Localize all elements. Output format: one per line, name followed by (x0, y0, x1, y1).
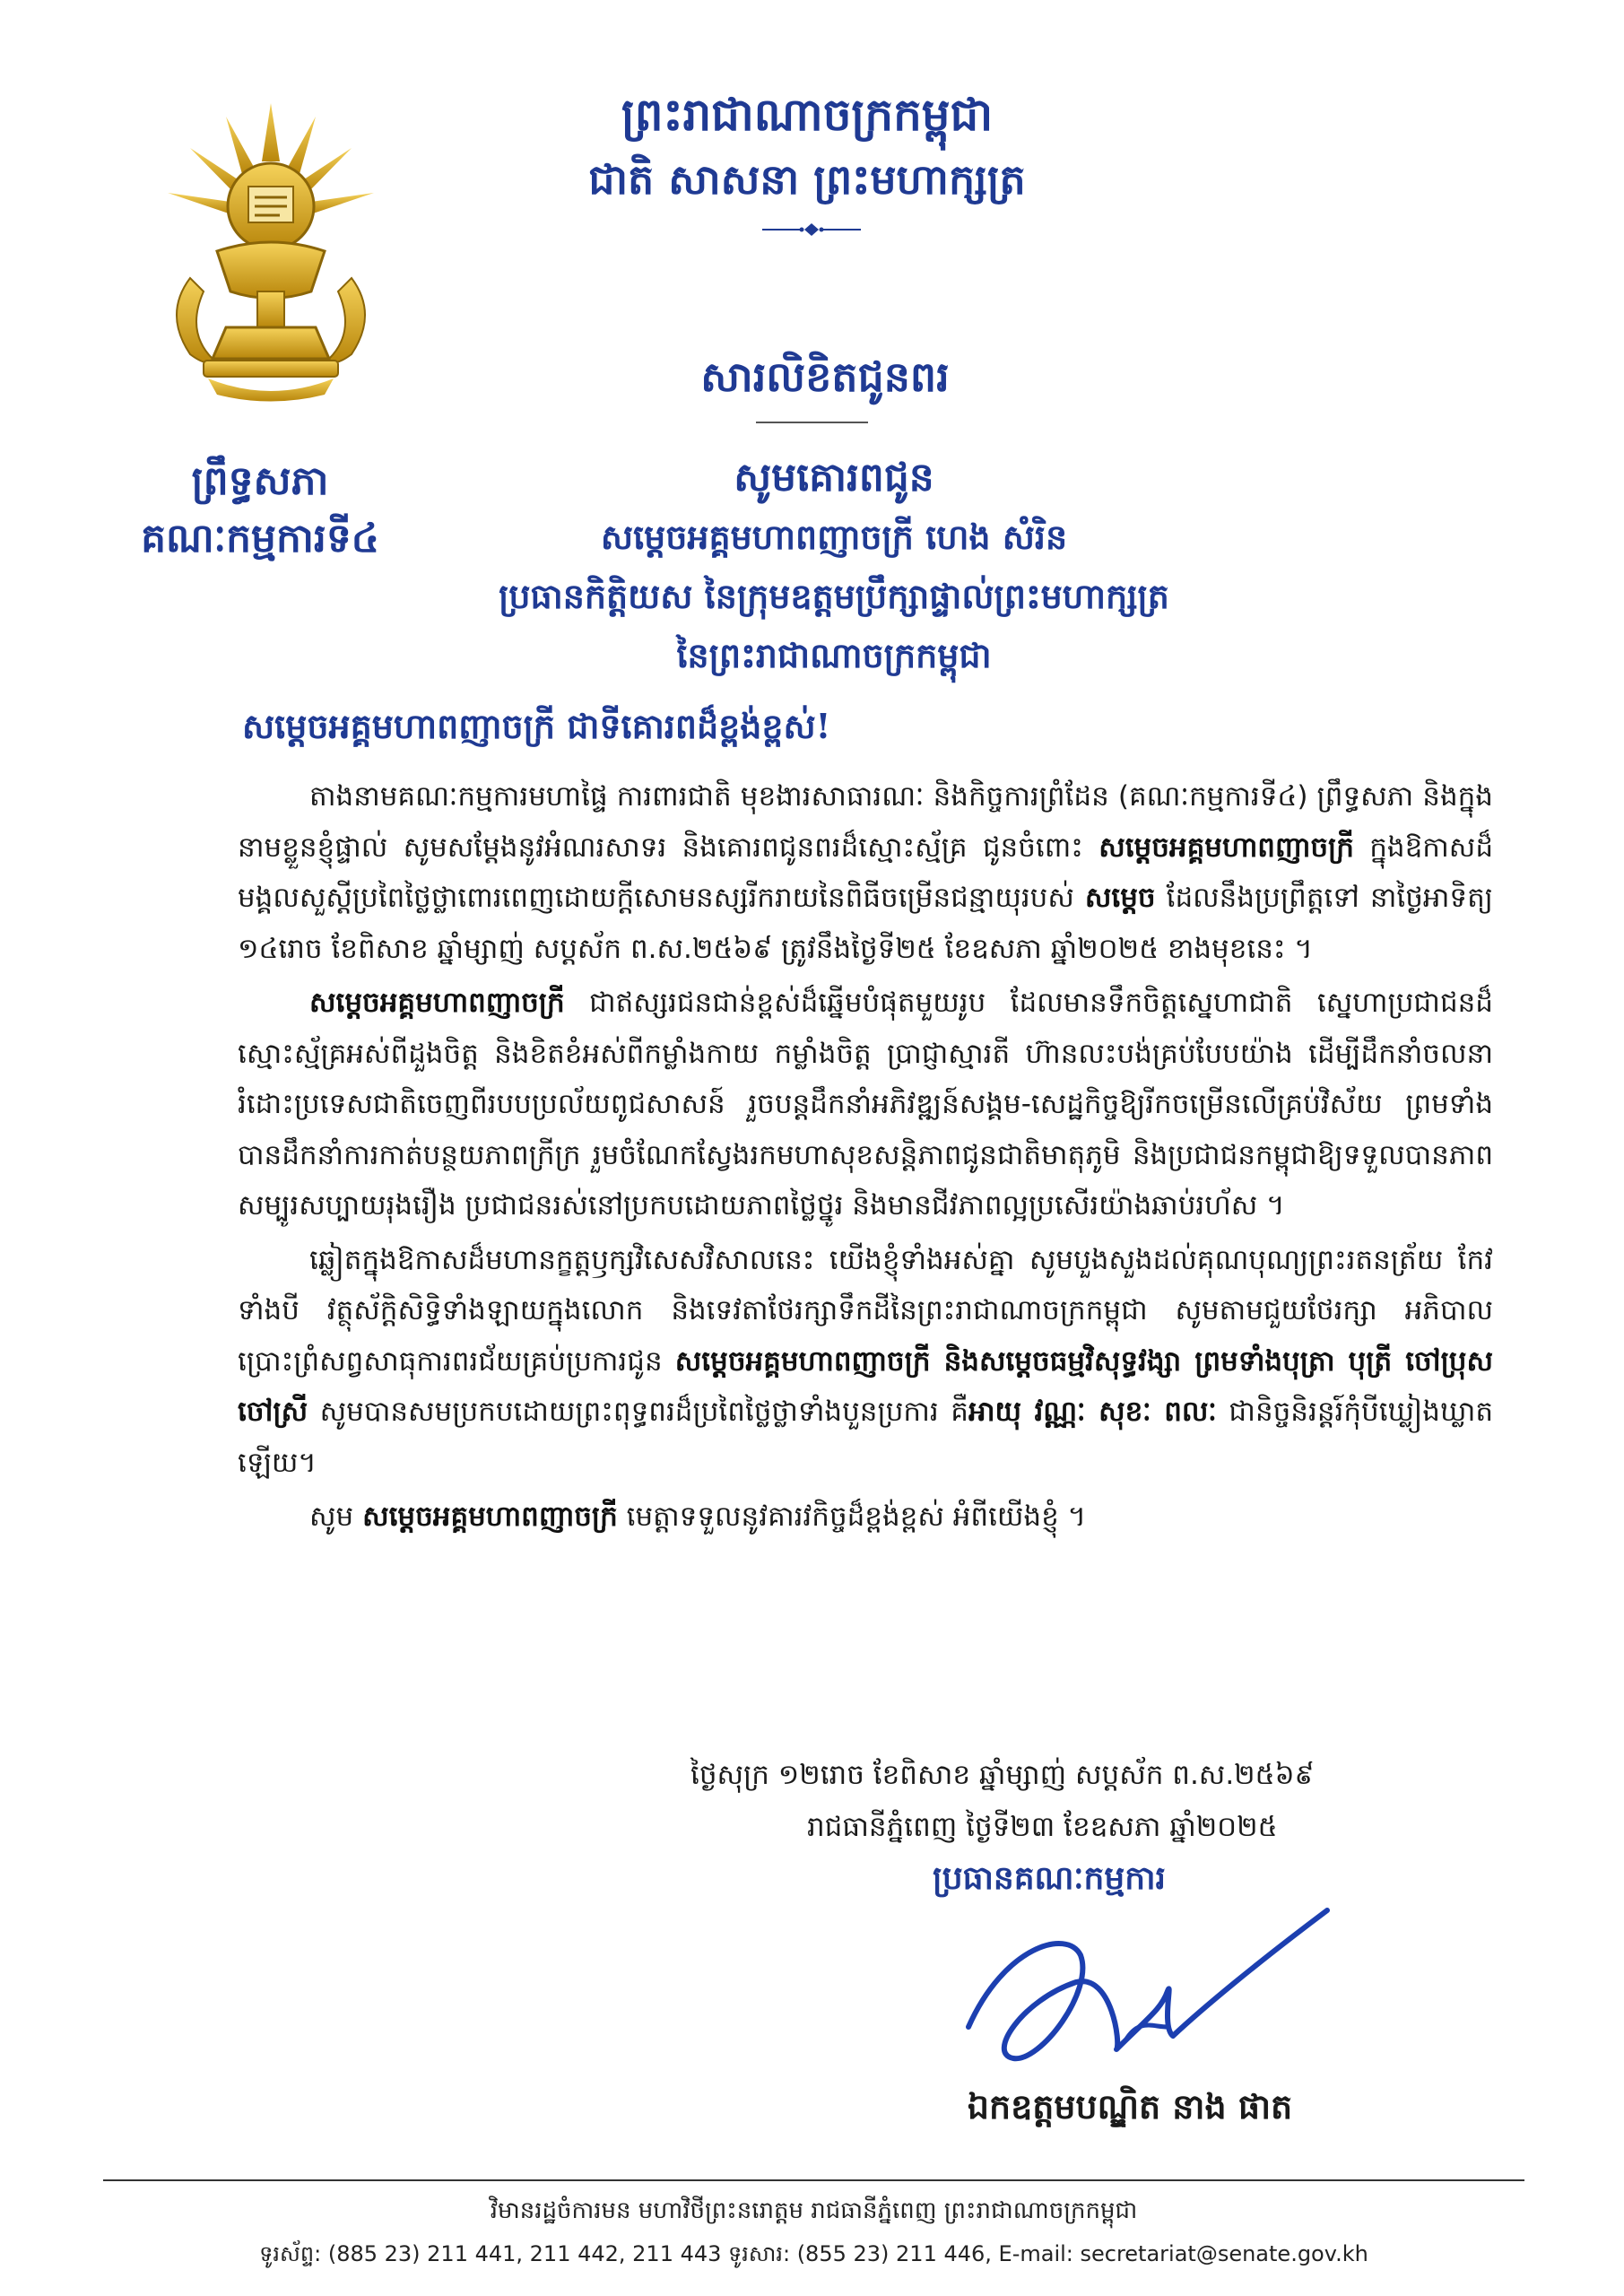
signatory-role: ប្រធានគណៈកម្មការ (933, 1859, 1166, 1897)
issuer-senate: ព្រឹទ្ធសភា (191, 458, 329, 504)
lunar-date: ថ្ងៃសុក្រ ១២រោច ខែពិសាខ ឆ្នាំម្សាញ់ សប្តស័ក ព.ស.២៥៦៩ (690, 1759, 1315, 1791)
signatory-name: ឯកឧត្តមបណ្ឌិត នាង ផាត (967, 2086, 1293, 2126)
p1-bold-b: សម្តេច (1084, 882, 1156, 914)
ornament-divider-icon (762, 222, 861, 237)
p3-text-c: ជានិច្ចនិរន្តរ៍កុំបីឃ្លៀងឃ្លាតឡើយ។ (238, 1396, 1493, 1479)
p3-bold-a: សម្តេចអគ្គមហាពញាចក្រី និងសម្តេចធម្មវិសុទ្ធវង្សា ព្រមទាំងបុត្រា បុត្រី ចៅប្រុស ចៅស្រី (238, 1344, 1493, 1428)
national-motto: ជាតិ សាសនា ព្រះមហាក្សត្រ (588, 155, 1026, 204)
paragraph-3 (238, 1235, 1493, 1489)
paragraph-1 (238, 771, 1493, 974)
issuer-commission: គណៈកម្មការទី៤ (141, 516, 379, 561)
paragraph-2 (238, 978, 1493, 1231)
paragraph-4 (238, 1492, 1493, 1543)
p1-bold-a: សម្តេចអគ្គមហាពញាចក្រី (1099, 831, 1354, 864)
recipient-kingdom: នៃព្រះរាជាណាចក្រកម្ពុជា (676, 635, 992, 675)
recipient-name: សម្តេចអគ្គមហាពញាចក្រី ហេង សំរិន (600, 517, 1068, 557)
salutation: សម្តេចអគ្គមហាពញាចក្រី ជាទីគោរពដ៏ខ្ពង់ខ្ពស់! (242, 706, 831, 746)
recipient-greeting: សូមគោរពជូន (734, 455, 934, 500)
p4-text-a: សូម (309, 1500, 363, 1533)
footer-address: វិមានរដ្ឋចំការមន មហាវិថីព្រះនរោត្តម រាជធានីភ្នំពេញ ព្រះរាជាណាចក្រកម្ពុជា (490, 2197, 1138, 2224)
p3-bold-b: អាយុ វណ្ណៈ សុខៈ ពលៈ (968, 1396, 1217, 1428)
p1-text-a: តាងនាមគណៈកម្មការមហាផ្ទៃ ការពារជាតិ មុខងារសាធារណៈ និងកិច្ចការព្រំដែន (គណៈកម្មការទី៤) ព្រឹទ្ធសភា និងក្នុងនាមខ្លួនខ្ញុំផ្ទាល់ សូមសម្តែងនូវអំណរសាទរ និងគោរពជូនពរដ៏ស្មោះស្ម័គ្រ ជូនចំពោះ (238, 780, 1493, 864)
kingdom-heading: ព្រះរាជាណាចក្រកម្ពុជា (621, 88, 994, 141)
letter-title: សារលិខិតជូនពរ (700, 352, 950, 401)
footer-contact: ទូរស័ព្ទ: (885 23) 211 441, 211 442, 211 443 ទូរសារ: (855 23) 211 446, E-mail: secretariat@senate.gov.kh (259, 2241, 1368, 2266)
p1-text-c: ដែលនឹងប្រព្រឹត្តទៅ នាថ្ងៃអាទិត្យ ១៤រោច ខែពិសាខ ឆ្នាំម្សាញ់ សប្តស័ក ព.ស.២៥៦៩ ត្រូវនឹងថ្ងៃទី២៥ ខែឧសភា ឆ្នាំ២០២៥ ខាងមុខនេះ ។ (238, 882, 1494, 965)
senate-emblem (154, 99, 387, 404)
p3-text-a: ឆ្លៀតក្នុងឱកាសដ៏មហានក្ខត្តឫក្សវិសេសវិសាលនេះ យើងខ្ញុំទាំងអស់គ្នា សូមបួងសួងដល់គុណបុណ្យព្រះរតនត្រ័យ កែវទាំងបី វត្ថុស័ក្តិសិទ្ធិទាំងឡាយក្នុងលោក និងទេវតាថែរក្សាទឹកដីនៃព្រះរាជាណាចក្រកម្ពុជា សូមតាមជួយថែរក្សា អភិបាលប្រោះព្រំសព្វសាធុការពរជ័យគ្រប់ប្រការជូន (238, 1243, 1493, 1378)
footer-divider (103, 2179, 1524, 2181)
solar-date: រាជធានីភ្នំពេញ ថ្ងៃទី២៣ ខែឧសភា ឆ្នាំ២០២៥ (807, 1811, 1278, 1843)
recipient-position: ប្រធានកិត្តិយស នៃក្រុមឧត្តមប្រឹក្សាផ្ទាល់ព្រះមហាក្សត្រ (499, 576, 1169, 616)
p1-text-b: ក្នុងឱកាសដ៏មង្គលសួស្តីប្រពៃថ្លៃថ្លាពោរពេញដោយក្តីសោមនស្សរីករាយនៃពិធីចម្រើនជន្មាយុរបស់ (238, 831, 1493, 914)
handwritten-signature (933, 1892, 1381, 2099)
p4-text-b: មេត្តាទទួលនូវគារវកិច្ចដ៏ខ្ពង់ខ្ពស់ អំពីយើងខ្ញុំ ។ (617, 1500, 1087, 1533)
recipient-block (359, 448, 1309, 685)
p3-text-b: សូមបានសមប្រកបដោយព្រះពុទ្ធពរដ៏ប្រពៃថ្លៃថ្លាទាំងបួនប្រការ គឺ (308, 1396, 968, 1428)
letter-body (238, 771, 1493, 1546)
p4-bold-a: សម្តេចអគ្គមហាពញាចក្រី (362, 1500, 618, 1533)
p2-bold-a: សម្តេចអគ្គមហាពញាចក្រី (309, 987, 565, 1019)
title-underline (756, 422, 868, 423)
p2-text-a: ជាឥស្សរជនជាន់ខ្ពស់ដ៏ឆ្នើមបំផុតមួយរូប ដែលមានទឹកចិត្តស្នេហាជាតិ ស្នេហាប្រជាជនដ៏ស្មោះស្ម័គ្រអស់ពីដួងចិត្ត និងខិតខំអស់ពីកម្លាំងកាយ កម្លាំងចិត្ត ប្រាជ្ញាស្មារតី ហ៊ានលះបង់គ្រប់បែបយ៉ាង ដើម្បីដឹកនាំចលនារំដោះប្រទេសជាតិចេញពីរបបប្រល័យពូជសាសន៍ រួចបន្តដឹកនាំអភិវឌ្ឍន៍សង្គម-សេដ្ឋកិច្ចឱ្យរីកចម្រើនលើគ្រប់វិស័យ ព្រមទាំងបានដឹកនាំការកាត់បន្ថយភាពក្រីក្រ រួមចំណែកស្វែងរកមហាសុខសន្តិភាពជូនជាតិមាតុភូមិ និងប្រជាជនកម្ពុជាឱ្យទទួលបានភាពសម្បូរសប្បាយរុងរឿង ប្រជាជនរស់នៅប្រកបដោយភាពថ្លៃថ្នូរ និងមានជីវភាពល្អប្រសើរយ៉ាងឆាប់រហ័ស ។ (238, 987, 1493, 1222)
date-block (690, 1749, 1498, 1853)
